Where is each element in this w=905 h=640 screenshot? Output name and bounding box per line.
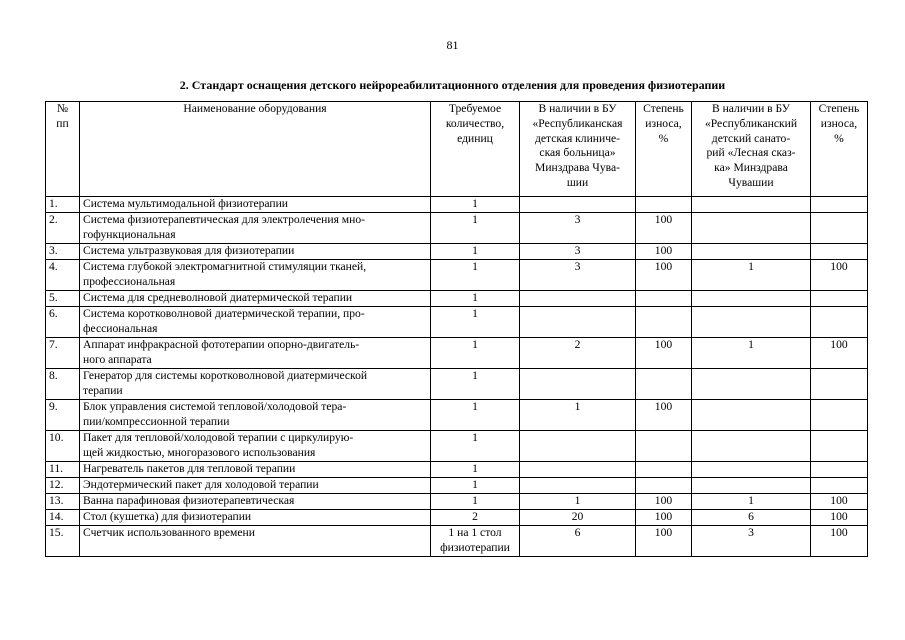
available-sanatorium [692,369,811,400]
wear-sanatorium [811,307,868,338]
available-sanatorium: 1 [692,494,811,510]
equipment-name: Система глубокой электромагнитной стимуляции тканей, профессиональная [80,260,431,291]
wear-sanatorium [811,291,868,307]
wear-sanatorium [811,197,868,213]
available-sanatorium [692,400,811,431]
header-text-line: Степень [818,102,860,115]
wear-sanatorium [811,213,868,244]
wear-sanatorium [811,462,868,478]
header-text-line: пп [56,116,69,130]
wear-hospital [636,478,692,494]
header-text-line: Степень [643,102,684,115]
header-text-line: детский санато- [711,131,791,145]
header-text-line: Наименование оборудования [183,102,327,115]
wear-sanatorium [811,369,868,400]
header-wear-hospital [636,102,692,197]
table-row [46,526,868,557]
row-number: 6. [46,307,80,338]
available-hospital [520,431,636,462]
available-hospital [520,478,636,494]
header-text-line: износа, [820,116,858,130]
header-text-line: Требуемое [448,102,502,115]
header-text-line: шии [566,175,589,189]
header-text-line: «Республиканский [704,116,798,130]
table-row [46,494,868,510]
header-text-line: количество, [445,116,505,130]
wear-hospital: 100 [636,510,692,526]
available-hospital [520,291,636,307]
table-row [46,244,868,260]
table-header-row [46,102,868,197]
header-text-line: «Республиканская [532,116,623,130]
required-quantity: 1 [431,197,520,213]
equipment-name: Эндотермический пакет для холодовой терапии [80,478,431,494]
wear-sanatorium [811,431,868,462]
header-text-line: % [658,131,669,145]
equipment-name: Система для средневолновой диатермической терапии [80,291,431,307]
wear-hospital: 100 [636,213,692,244]
required-quantity: 1 [431,291,520,307]
required-quantity: 1 на 1 стол физиотерапии [431,526,520,557]
available-sanatorium [692,307,811,338]
equipment-name: Система коротковолновой диатермической терапии, про- фессиональная [80,307,431,338]
available-hospital: 3 [520,260,636,291]
required-quantity: 1 [431,260,520,291]
wear-sanatorium: 100 [811,494,868,510]
table-row [46,307,868,338]
required-quantity: 1 [431,369,520,400]
header-text-line: № [56,102,69,115]
required-quantity: 1 [431,400,520,431]
wear-sanatorium [811,400,868,431]
header-text-line: В наличии в БУ [711,102,791,115]
header-available-hospital [520,102,636,197]
header-text-line: % [834,131,844,145]
available-hospital: 20 [520,510,636,526]
row-number: 13. [46,494,80,510]
required-quantity: 1 [431,478,520,494]
equipment-name: Система мультимодальной физиотерапии [80,197,431,213]
document-title: 2. Стандарт оснащения детского нейрореабилитационного отделения для проведения физиотерапии [179,78,726,92]
available-hospital [520,369,636,400]
required-quantity: 1 [431,307,520,338]
row-number: 5. [46,291,80,307]
available-sanatorium [692,291,811,307]
wear-sanatorium: 100 [811,526,868,557]
row-number: 3. [46,244,80,260]
available-sanatorium: 1 [692,338,811,369]
row-number: 9. [46,400,80,431]
wear-hospital [636,291,692,307]
table-row [46,400,868,431]
row-number: 8. [46,369,80,400]
row-number: 12. [46,478,80,494]
row-number: 7. [46,338,80,369]
row-number: 15. [46,526,80,557]
row-number: 4. [46,260,80,291]
header-text-line: единиц [457,131,493,145]
header-text-line: Минздрава Чува- [535,161,620,175]
wear-hospital: 100 [636,526,692,557]
wear-hospital [636,197,692,213]
required-quantity: 1 [431,431,520,462]
required-quantity: 1 [431,494,520,510]
header-wear-sanatorium [811,102,868,197]
table-row [46,462,868,478]
wear-sanatorium: 100 [811,510,868,526]
equipment-name: Система физиотерапевтическая для электролечения мно- гофункциональная [80,213,431,244]
header-text-line: износа, [645,116,682,130]
page-number: 81 [446,38,459,52]
row-number: 2. [46,213,80,244]
available-sanatorium [692,244,811,260]
available-sanatorium [692,431,811,462]
available-sanatorium [692,478,811,494]
table-row [46,260,868,291]
available-sanatorium [692,462,811,478]
header-name [80,102,431,197]
table-row [46,369,868,400]
equipment-name: Генератор для системы коротковолновой диатермической терапии [80,369,431,400]
wear-hospital: 100 [636,244,692,260]
table-row [46,213,868,244]
wear-hospital: 100 [636,260,692,291]
wear-sanatorium: 100 [811,260,868,291]
row-number: 11. [46,462,80,478]
header-num [46,102,80,197]
wear-hospital [636,369,692,400]
required-quantity: 1 [431,213,520,244]
equipment-name: Пакет для тепловой/холодовой терапии с циркулирую- щей жидкостью, многоразового использования [80,431,431,462]
wear-hospital [636,462,692,478]
equipment-name: Аппарат инфракрасной фототерапии опорно-двигатель- ного аппарата [80,338,431,369]
available-hospital: 1 [520,400,636,431]
wear-hospital [636,431,692,462]
required-quantity: 2 [431,510,520,526]
available-hospital [520,197,636,213]
row-number: 14. [46,510,80,526]
available-sanatorium [692,197,811,213]
required-quantity: 1 [431,338,520,369]
available-hospital: 1 [520,494,636,510]
equipment-table [45,101,868,557]
equipment-name: Система ультразвуковая для физиотерапии [80,244,431,260]
wear-sanatorium: 100 [811,338,868,369]
table-row [46,510,868,526]
available-hospital [520,462,636,478]
header-text-line: В наличии в БУ [538,102,617,115]
wear-sanatorium [811,478,868,494]
table-row [46,431,868,462]
available-hospital: 3 [520,244,636,260]
wear-hospital: 100 [636,400,692,431]
wear-sanatorium [811,244,868,260]
wear-hospital [636,307,692,338]
available-hospital: 6 [520,526,636,557]
table-body [46,197,868,557]
equipment-name: Блок управления системой тепловой/холодовой тера- пии/компрессионной терапии [80,400,431,431]
available-sanatorium: 6 [692,510,811,526]
header-text-line: Чувашии [728,175,774,189]
wear-hospital: 100 [636,494,692,510]
header-text-line: ка» Минздрава [714,161,788,175]
available-hospital: 2 [520,338,636,369]
wear-hospital: 100 [636,338,692,369]
equipment-name: Стол (кушетка) для физиотерапии [80,510,431,526]
available-hospital: 3 [520,213,636,244]
header-text-line: детская клиниче- [534,131,621,145]
header-text-line: рий «Лесная сказ- [706,146,796,160]
available-sanatorium: 1 [692,260,811,291]
equipment-name: Ванна парафиновая физиотерапевтическая [80,494,431,510]
available-sanatorium [692,213,811,244]
header-text-line: ская больница» [539,146,616,160]
available-sanatorium: 3 [692,526,811,557]
row-number: 10. [46,431,80,462]
table-row [46,338,868,369]
row-number: 1. [46,197,80,213]
available-hospital [520,307,636,338]
table-row [46,197,868,213]
header-quantity [431,102,520,197]
table-row [46,478,868,494]
required-quantity: 1 [431,244,520,260]
header-available-sanatorium [692,102,811,197]
equipment-name: Счетчик использованного времени [80,526,431,557]
required-quantity: 1 [431,462,520,478]
equipment-name: Нагреватель пакетов для тепловой терапии [80,462,431,478]
table-row [46,291,868,307]
